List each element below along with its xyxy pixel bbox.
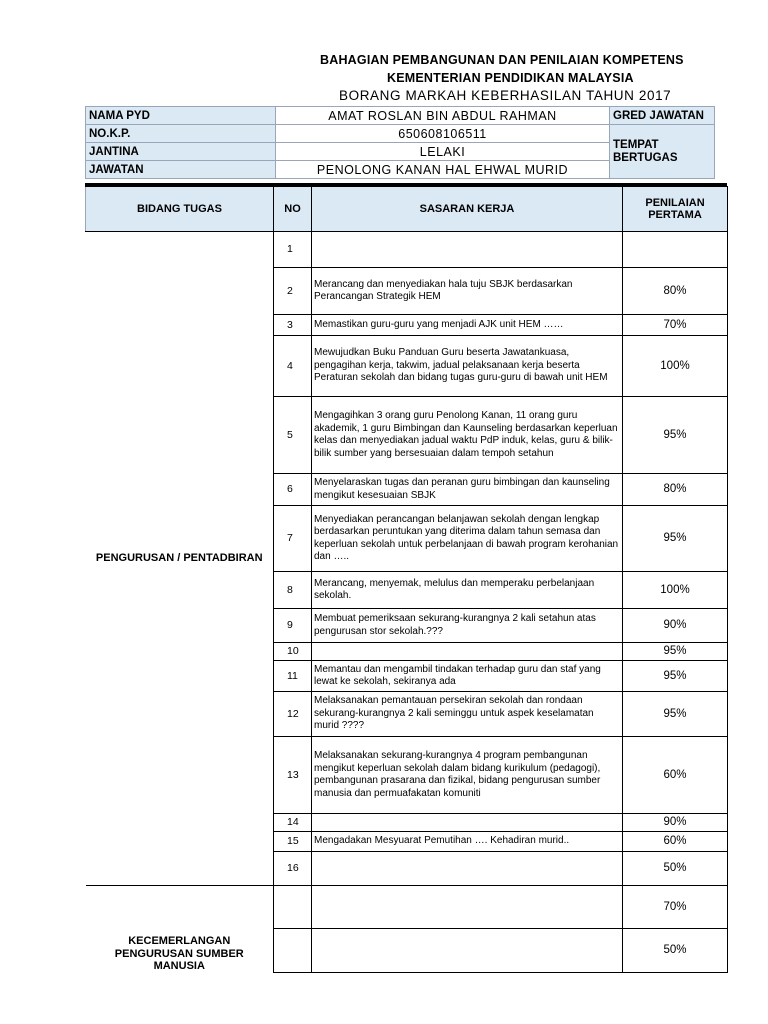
row-sasaran: Memantau dan mengambil tindakan terhadap guru dan staf yang lewat ke sekolah, sekiranya ada bbox=[312, 661, 623, 692]
row-penilaian: 50% bbox=[623, 852, 728, 886]
row-penilaian: 95% bbox=[623, 643, 728, 661]
row-sasaran: Mewujudkan Buku Panduan Guru beserta Jawatankuasa, pengagihan kerja, takwim, jadual pelaksanaan kerja beserta Peraturan sekolah dan bidang tugas guru-guru di bawah unit HEM bbox=[312, 336, 623, 397]
header-line-2: KEMENTERIAN PENDIDIKAN MALAYSIA bbox=[387, 71, 634, 85]
row-number: 8 bbox=[274, 572, 312, 609]
row-penilaian: 60% bbox=[623, 832, 728, 852]
row-penilaian: 70% bbox=[623, 315, 728, 336]
row-number: 4 bbox=[274, 336, 312, 397]
row-sasaran: Merancang, menyemak, melulus dan memperaku perbelanjaan sekolah. bbox=[312, 572, 623, 609]
row-penilaian: 95% bbox=[623, 661, 728, 692]
row-number: 9 bbox=[274, 609, 312, 643]
row-sasaran bbox=[312, 232, 623, 268]
row-number: 2 bbox=[274, 268, 312, 315]
jawatan-label: JAWATAN bbox=[86, 161, 276, 179]
row-sasaran: Membuat pemeriksaan sekurang-kurangnya 2 kali setahun atas pengurusan stor sekolah.??? bbox=[312, 609, 623, 643]
nokp-value: 650608106511 bbox=[276, 125, 610, 143]
col-bidang-header: BIDANG TUGAS bbox=[86, 187, 274, 232]
row-penilaian: 80% bbox=[623, 474, 728, 506]
jawatan-value: PENOLONG KANAN HAL EHWAL MURID bbox=[276, 161, 610, 179]
row-penilaian: 90% bbox=[623, 814, 728, 832]
nama-value: AMAT ROSLAN BIN ABDUL RAHMAN bbox=[276, 107, 610, 125]
sasaran-table bbox=[85, 186, 728, 973]
row-penilaian: 95% bbox=[623, 506, 728, 572]
col-no-header: NO bbox=[274, 187, 312, 232]
row-penilaian: 80% bbox=[623, 268, 728, 315]
gred-value bbox=[715, 107, 728, 125]
row-number: 16 bbox=[274, 852, 312, 886]
tempat-value bbox=[715, 125, 728, 179]
row-sasaran bbox=[312, 814, 623, 832]
row-number: 15 bbox=[274, 832, 312, 852]
nokp-label: NO.K.P. bbox=[86, 125, 276, 143]
gred-label: GRED JAWATAN bbox=[610, 107, 715, 125]
row-sasaran: Mengadakan Mesyuarat Pemutihan …. Kehadiran murid.. bbox=[312, 832, 623, 852]
row-penilaian: 100% bbox=[623, 572, 728, 609]
row-penilaian: 90% bbox=[623, 609, 728, 643]
row-penilaian bbox=[623, 232, 728, 268]
header-line-1: BAHAGIAN PEMBANGUNAN DAN PENILAIAN KOMPETENS bbox=[320, 53, 684, 67]
bidang-pengurusan: PENGURUSAN / PENTADBIRAN bbox=[86, 232, 274, 886]
row-sasaran bbox=[312, 852, 623, 886]
row-sasaran: Menyediakan perancangan belanjawan sekolah dengan lengkap berdasarkan peruntukan yang diterima dalam tahun semasa dan keperluan sekolah untuk perbelanjaan di bawah program kerohanian dan ….. bbox=[312, 506, 623, 572]
row-number: 14 bbox=[274, 814, 312, 832]
row-sasaran bbox=[312, 643, 623, 661]
row-penilaian: 95% bbox=[623, 397, 728, 474]
row-number: 12 bbox=[274, 692, 312, 737]
bidang-sumber-manusia: KECEMERLANGAN PENGURUSAN SUMBER MANUSIA bbox=[86, 886, 274, 973]
form-title: BORANG MARKAH KEBERHASILAN TAHUN 2017 bbox=[339, 88, 672, 103]
row-penilaian: 100% bbox=[623, 336, 728, 397]
jantina-label: JANTINA bbox=[86, 143, 276, 161]
row-sasaran: Memastikan guru-guru yang menjadi AJK unit HEM …… bbox=[312, 315, 623, 336]
row-penilaian: 60% bbox=[623, 737, 728, 814]
row-number bbox=[274, 929, 312, 973]
jantina-value: LELAKI bbox=[276, 143, 610, 161]
row-sasaran: Menyelaraskan tugas dan peranan guru bimbingan dan kaunseling mengikut kesesuaian SBJK bbox=[312, 474, 623, 506]
row-penilaian: 95% bbox=[623, 692, 728, 737]
row-number: 5 bbox=[274, 397, 312, 474]
col-sasaran-header: SASARAN KERJA bbox=[312, 187, 623, 232]
col-penilaian-header: PENILAIAN PERTAMA bbox=[623, 187, 728, 232]
nama-label: NAMA PYD bbox=[86, 107, 276, 125]
row-number bbox=[274, 886, 312, 929]
table-row bbox=[86, 886, 728, 929]
row-sasaran bbox=[312, 886, 623, 929]
row-sasaran: Merancang dan menyediakan hala tuju SBJK berdasarkan Perancangan Strategik HEM bbox=[312, 268, 623, 315]
row-number: 1 bbox=[274, 232, 312, 268]
tempat-label: TEMPAT BERTUGAS bbox=[610, 125, 715, 179]
row-number: 10 bbox=[274, 643, 312, 661]
row-sasaran: Mengagihkan 3 orang guru Penolong Kanan, 11 orang guru akademik, 1 guru Bimbingan dan Kaunseling berdasarkan keperluan kelas dan menyediakan jadual waktu PdP induk, kelas, guru & bilik-bilik sumber yang bersesuaian dalam tempoh setahun bbox=[312, 397, 623, 474]
row-penilaian: 70% bbox=[623, 886, 728, 929]
row-number: 7 bbox=[274, 506, 312, 572]
row-sasaran: Melaksanakan sekurang-kurangnya 4 program pembangunan mengikut keperluan sekolah dalam bidang kurikulum (pedagogi), pembangunan prasarana dan fizikal, bidang pengurusan sumber manusia dan permuafakatan komuniti bbox=[312, 737, 623, 814]
row-number: 11 bbox=[274, 661, 312, 692]
row-number: 3 bbox=[274, 315, 312, 336]
row-penilaian: 50% bbox=[623, 929, 728, 973]
row-sasaran bbox=[312, 929, 623, 973]
row-number: 13 bbox=[274, 737, 312, 814]
row-number: 6 bbox=[274, 474, 312, 506]
table-row bbox=[86, 232, 728, 268]
row-sasaran: Melaksanakan pemantauan persekiran sekolah dan rondaan sekurang-kurangnya 2 kali seminggu untuk aspek keselamatan murid ???? bbox=[312, 692, 623, 737]
info-table bbox=[85, 106, 727, 179]
